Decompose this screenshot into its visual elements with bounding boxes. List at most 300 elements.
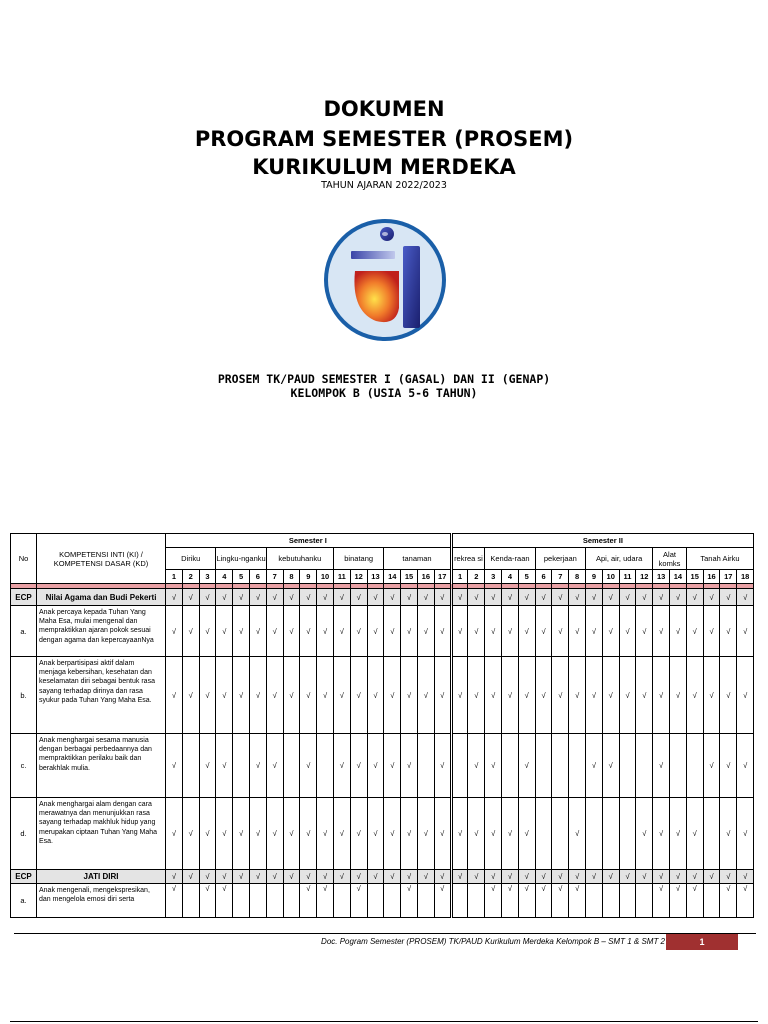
check-cell: √ <box>720 657 737 734</box>
week-number: 13 <box>367 570 384 584</box>
check-cell <box>602 798 619 870</box>
check-cell: √ <box>367 657 384 734</box>
check-cell: √ <box>401 606 418 657</box>
kd-row <box>11 884 754 918</box>
week-number: 14 <box>384 570 401 584</box>
check-cell: √ <box>283 589 300 606</box>
check-cell: √ <box>518 657 535 734</box>
check-cell: √ <box>266 606 283 657</box>
week-number: 5 <box>233 570 250 584</box>
check-cell: √ <box>552 606 569 657</box>
check-cell: √ <box>350 884 367 918</box>
week-number: 2 <box>468 570 485 584</box>
group-subtitle: KELOMPOK B (USIA 5-6 TAHUN) <box>290 386 478 400</box>
check-cell: √ <box>300 589 317 606</box>
check-cell <box>317 734 334 798</box>
week-number: 12 <box>636 570 653 584</box>
week-number: 11 <box>333 570 350 584</box>
check-cell: √ <box>451 798 468 870</box>
week-number: 15 <box>686 570 703 584</box>
check-cell <box>703 884 720 918</box>
theme-header: Alat komks <box>653 548 687 570</box>
week-number: 9 <box>586 570 603 584</box>
ecp-label: JATI DIRI <box>37 870 166 884</box>
check-cell: √ <box>703 589 720 606</box>
check-cell: √ <box>653 589 670 606</box>
check-cell: √ <box>703 734 720 798</box>
check-cell: √ <box>502 606 519 657</box>
check-cell: √ <box>182 798 199 870</box>
check-cell: √ <box>266 734 283 798</box>
check-cell: √ <box>653 870 670 884</box>
header-row-semester <box>11 534 754 548</box>
week-number: 7 <box>552 570 569 584</box>
theme-header: binatang <box>333 548 383 570</box>
check-cell: √ <box>720 734 737 798</box>
check-cell: √ <box>182 589 199 606</box>
check-cell: √ <box>166 798 183 870</box>
check-cell: √ <box>300 884 317 918</box>
check-cell: √ <box>434 798 451 870</box>
check-cell <box>283 734 300 798</box>
check-cell: √ <box>401 734 418 798</box>
check-cell: √ <box>670 870 687 884</box>
check-cell: √ <box>518 884 535 918</box>
col-kd-header: KOMPETENSI INTI (KI) / KOMPETENSI DASAR (KD) <box>37 534 166 584</box>
theme-header: rekrea si <box>451 548 485 570</box>
check-cell: √ <box>653 884 670 918</box>
check-cell: √ <box>586 606 603 657</box>
kd-description: Anak berpartisipasi aktif dalam menjaga kebersihan, kesehatan dan keselamatan diri sebagai bentuk rasa sayang terhadap dirinya dan rasa syukur pada Tuhan Yang Maha Esa. <box>37 657 166 734</box>
ecp-label: Nilai Agama dan Budi Pekerti <box>37 589 166 606</box>
week-number: 11 <box>619 570 636 584</box>
kd-description: Anak percaya kepada Tuhan Yang Maha Esa, mulai mengenal dan mempraktikkan ajaran pokok sesuai dengan agama dan kepercayaanNya <box>37 606 166 657</box>
check-cell: √ <box>468 870 485 884</box>
check-cell: √ <box>401 884 418 918</box>
check-cell: √ <box>417 798 434 870</box>
week-number: 7 <box>266 570 283 584</box>
check-cell: √ <box>249 606 266 657</box>
row-number: b. <box>11 657 37 734</box>
check-cell: √ <box>417 606 434 657</box>
week-number: 16 <box>703 570 720 584</box>
check-cell: √ <box>249 734 266 798</box>
check-cell: √ <box>249 870 266 884</box>
check-cell: √ <box>384 870 401 884</box>
check-cell: √ <box>434 870 451 884</box>
check-cell: √ <box>434 884 451 918</box>
check-cell: √ <box>233 870 250 884</box>
check-cell: √ <box>653 606 670 657</box>
check-cell: √ <box>367 606 384 657</box>
check-cell: √ <box>417 870 434 884</box>
check-cell: √ <box>720 589 737 606</box>
check-cell: √ <box>737 884 754 918</box>
week-number: 3 <box>485 570 502 584</box>
row-number: c. <box>11 734 37 798</box>
check-cell: √ <box>266 589 283 606</box>
check-cell: √ <box>350 606 367 657</box>
check-cell: √ <box>468 734 485 798</box>
check-cell: √ <box>249 657 266 734</box>
check-cell <box>636 734 653 798</box>
week-number: 4 <box>502 570 519 584</box>
check-cell: √ <box>317 870 334 884</box>
check-cell: √ <box>518 870 535 884</box>
check-cell: √ <box>569 589 586 606</box>
check-cell: √ <box>199 734 216 798</box>
theme-header: Kenda-raan <box>485 548 535 570</box>
check-cell: √ <box>317 589 334 606</box>
check-cell: √ <box>737 798 754 870</box>
row-number: ECP <box>11 870 37 884</box>
check-cell: √ <box>686 884 703 918</box>
check-cell <box>586 798 603 870</box>
check-cell: √ <box>317 606 334 657</box>
kd-description: Anak menghargai sesama manusia dengan berbagai perbedaannya dan mempraktikkan perilaku baik dan berakhlak mulia. <box>37 734 166 798</box>
week-number: 17 <box>720 570 737 584</box>
check-cell: √ <box>384 589 401 606</box>
week-number: 6 <box>535 570 552 584</box>
footer-divider <box>14 933 756 934</box>
semester-1-header: Semester I <box>166 534 452 548</box>
check-cell: √ <box>586 870 603 884</box>
week-number: 6 <box>249 570 266 584</box>
check-cell: √ <box>401 589 418 606</box>
check-cell: √ <box>468 798 485 870</box>
ai-logo-icon <box>321 216 449 344</box>
check-cell: √ <box>636 589 653 606</box>
doc-title-program: PROGRAM SEMESTER (PROSEM) <box>194 127 574 151</box>
check-cell: √ <box>451 589 468 606</box>
check-cell: √ <box>199 884 216 918</box>
check-cell: √ <box>586 657 603 734</box>
week-number: 13 <box>653 570 670 584</box>
theme-header: pekerjaan <box>535 548 585 570</box>
doc-title: DOKUMEN <box>323 97 445 121</box>
check-cell: √ <box>266 798 283 870</box>
check-cell <box>619 884 636 918</box>
check-cell <box>552 798 569 870</box>
kd-description: Anak menghargai alam dengan cara merawatnya dan menunjukkan rasa sayang terhadap makhluk hidup yang merupakan ciptaan Tuhan Yang Maha Esa. <box>37 798 166 870</box>
check-cell: √ <box>586 734 603 798</box>
week-number: 8 <box>569 570 586 584</box>
check-cell: √ <box>266 657 283 734</box>
check-cell: √ <box>216 798 233 870</box>
kd-row <box>11 606 754 657</box>
check-cell <box>333 884 350 918</box>
check-cell: √ <box>602 734 619 798</box>
row-number: a. <box>11 884 37 918</box>
check-cell: √ <box>670 606 687 657</box>
week-number: 12 <box>350 570 367 584</box>
check-cell <box>266 884 283 918</box>
week-number: 16 <box>417 570 434 584</box>
check-cell <box>182 734 199 798</box>
check-cell: √ <box>216 657 233 734</box>
check-cell: √ <box>569 884 586 918</box>
check-cell: √ <box>166 870 183 884</box>
check-cell: √ <box>485 657 502 734</box>
check-cell: √ <box>737 657 754 734</box>
week-number: 17 <box>434 570 451 584</box>
kd-description: Anak mengenali, mengekspresikan, dan mengelola emosi diri serta <box>37 884 166 918</box>
check-cell <box>451 734 468 798</box>
check-cell: √ <box>552 884 569 918</box>
check-cell <box>552 734 569 798</box>
check-cell: √ <box>333 589 350 606</box>
check-cell <box>367 884 384 918</box>
check-cell: √ <box>502 884 519 918</box>
check-cell: √ <box>720 606 737 657</box>
check-cell: √ <box>619 606 636 657</box>
check-cell <box>535 734 552 798</box>
check-cell: √ <box>569 657 586 734</box>
check-cell: √ <box>401 870 418 884</box>
check-cell: √ <box>350 798 367 870</box>
week-number: 1 <box>166 570 183 584</box>
check-cell: √ <box>199 589 216 606</box>
check-cell: √ <box>686 589 703 606</box>
check-cell: √ <box>350 870 367 884</box>
kd-row <box>11 734 754 798</box>
check-cell <box>417 734 434 798</box>
check-cell: √ <box>233 657 250 734</box>
check-cell <box>586 884 603 918</box>
check-cell: √ <box>283 798 300 870</box>
check-cell: √ <box>703 657 720 734</box>
check-cell: √ <box>182 870 199 884</box>
check-cell: √ <box>636 798 653 870</box>
check-cell: √ <box>468 606 485 657</box>
check-cell: √ <box>686 870 703 884</box>
check-cell: √ <box>384 606 401 657</box>
check-cell: √ <box>518 734 535 798</box>
check-cell <box>233 734 250 798</box>
check-cell: √ <box>636 870 653 884</box>
week-number: 3 <box>199 570 216 584</box>
check-cell: √ <box>485 884 502 918</box>
check-cell <box>686 734 703 798</box>
check-cell: √ <box>602 870 619 884</box>
check-cell: √ <box>485 589 502 606</box>
check-cell: √ <box>199 606 216 657</box>
footer-caption: Doc. Pogram Semester (PROSEM) TK/PAUD Kurikulum Merdeka Kelompok B – SMT 1 & SMT 2 <box>321 937 665 946</box>
check-cell: √ <box>216 884 233 918</box>
check-cell: √ <box>317 884 334 918</box>
check-cell <box>233 884 250 918</box>
check-cell: √ <box>468 657 485 734</box>
row-number: d. <box>11 798 37 870</box>
check-cell: √ <box>333 870 350 884</box>
check-cell: √ <box>703 870 720 884</box>
week-number: 1 <box>451 570 468 584</box>
week-number: 8 <box>283 570 300 584</box>
check-cell: √ <box>367 870 384 884</box>
check-cell: √ <box>636 657 653 734</box>
check-cell: √ <box>602 589 619 606</box>
check-cell: √ <box>535 870 552 884</box>
ecp-row <box>11 589 754 606</box>
check-cell: √ <box>552 657 569 734</box>
check-cell: √ <box>737 870 754 884</box>
check-cell <box>417 884 434 918</box>
check-cell: √ <box>451 657 468 734</box>
check-cell: √ <box>283 606 300 657</box>
check-cell: √ <box>216 734 233 798</box>
semester-2-header: Semester II <box>451 534 753 548</box>
check-cell: √ <box>166 734 183 798</box>
col-no-header: No <box>11 534 37 584</box>
check-cell: √ <box>602 657 619 734</box>
check-cell: √ <box>417 589 434 606</box>
check-cell: √ <box>485 734 502 798</box>
check-cell <box>619 734 636 798</box>
check-cell: √ <box>502 657 519 734</box>
row-number: ECP <box>11 589 37 606</box>
week-number: 4 <box>216 570 233 584</box>
check-cell: √ <box>417 657 434 734</box>
week-number: 10 <box>317 570 334 584</box>
check-cell: √ <box>434 734 451 798</box>
check-cell: √ <box>233 798 250 870</box>
check-cell: √ <box>434 589 451 606</box>
check-cell: √ <box>518 589 535 606</box>
check-cell <box>468 884 485 918</box>
check-cell: √ <box>485 606 502 657</box>
check-cell: √ <box>401 798 418 870</box>
check-cell: √ <box>350 734 367 798</box>
check-cell: √ <box>300 798 317 870</box>
check-cell <box>249 884 266 918</box>
check-cell: √ <box>569 606 586 657</box>
check-cell: √ <box>401 657 418 734</box>
check-cell: √ <box>502 870 519 884</box>
check-cell: √ <box>686 657 703 734</box>
check-cell: √ <box>619 589 636 606</box>
check-cell: √ <box>569 798 586 870</box>
theme-header: Api, air, udara <box>586 548 653 570</box>
prosem-subtitle: PROSEM TK/PAUD SEMESTER I (GASAL) DAN II (GENAP) <box>217 372 551 386</box>
kd-row <box>11 657 754 734</box>
check-cell: √ <box>485 798 502 870</box>
page-number: 1 <box>666 934 738 950</box>
prosem-table <box>10 533 754 918</box>
check-cell: √ <box>266 870 283 884</box>
check-cell: √ <box>166 606 183 657</box>
week-number: 9 <box>300 570 317 584</box>
check-cell <box>569 734 586 798</box>
academic-year: TAHUN AJARAN 2022/2023 <box>321 180 447 191</box>
check-cell: √ <box>216 870 233 884</box>
check-cell: √ <box>485 870 502 884</box>
check-cell <box>619 798 636 870</box>
check-cell: √ <box>300 606 317 657</box>
check-cell: √ <box>233 606 250 657</box>
check-cell: √ <box>283 870 300 884</box>
check-cell: √ <box>737 589 754 606</box>
kd-row <box>11 798 754 870</box>
check-cell: √ <box>502 798 519 870</box>
check-cell: √ <box>686 606 703 657</box>
check-cell: √ <box>300 870 317 884</box>
check-cell <box>283 884 300 918</box>
check-cell: √ <box>670 589 687 606</box>
check-cell: √ <box>300 657 317 734</box>
check-cell: √ <box>737 734 754 798</box>
check-cell: √ <box>384 657 401 734</box>
check-cell <box>602 884 619 918</box>
check-cell <box>535 798 552 870</box>
check-cell: √ <box>518 798 535 870</box>
check-cell: √ <box>300 734 317 798</box>
check-cell: √ <box>569 870 586 884</box>
check-cell: √ <box>350 589 367 606</box>
theme-header: tanaman <box>384 548 451 570</box>
check-cell <box>182 884 199 918</box>
theme-header: Diriku <box>166 548 216 570</box>
check-cell: √ <box>720 870 737 884</box>
check-cell <box>451 884 468 918</box>
check-cell: √ <box>670 884 687 918</box>
check-cell: √ <box>166 657 183 734</box>
check-cell: √ <box>619 870 636 884</box>
check-cell: √ <box>367 798 384 870</box>
check-cell: √ <box>199 657 216 734</box>
check-cell: √ <box>653 798 670 870</box>
check-cell: √ <box>384 734 401 798</box>
check-cell: √ <box>670 657 687 734</box>
check-cell: √ <box>333 798 350 870</box>
week-number: 2 <box>182 570 199 584</box>
check-cell: √ <box>686 798 703 870</box>
check-cell: √ <box>586 589 603 606</box>
check-cell: √ <box>367 589 384 606</box>
check-cell: √ <box>535 589 552 606</box>
check-cell: √ <box>720 798 737 870</box>
doc-title-curriculum: KURIKULUM MERDEKA <box>252 155 516 179</box>
ecp-row <box>11 870 754 884</box>
check-cell: √ <box>737 606 754 657</box>
check-cell: √ <box>233 589 250 606</box>
check-cell: √ <box>518 606 535 657</box>
check-cell: √ <box>166 884 183 918</box>
check-cell: √ <box>670 798 687 870</box>
theme-header: Lingku-nganku <box>216 548 266 570</box>
check-cell: √ <box>619 657 636 734</box>
check-cell: √ <box>552 870 569 884</box>
check-cell: √ <box>333 734 350 798</box>
check-cell: √ <box>653 657 670 734</box>
week-number: 15 <box>401 570 418 584</box>
theme-header: Tanah Airku <box>686 548 753 570</box>
check-cell: √ <box>451 606 468 657</box>
check-cell: √ <box>451 870 468 884</box>
check-cell: √ <box>283 657 300 734</box>
week-number: 14 <box>670 570 687 584</box>
check-cell: √ <box>720 884 737 918</box>
check-cell: √ <box>317 657 334 734</box>
check-cell <box>703 798 720 870</box>
check-cell: √ <box>367 734 384 798</box>
check-cell: √ <box>434 606 451 657</box>
check-cell: √ <box>552 589 569 606</box>
check-cell: √ <box>502 589 519 606</box>
check-cell: √ <box>182 606 199 657</box>
check-cell: √ <box>166 589 183 606</box>
check-cell: √ <box>350 657 367 734</box>
check-cell: √ <box>333 606 350 657</box>
